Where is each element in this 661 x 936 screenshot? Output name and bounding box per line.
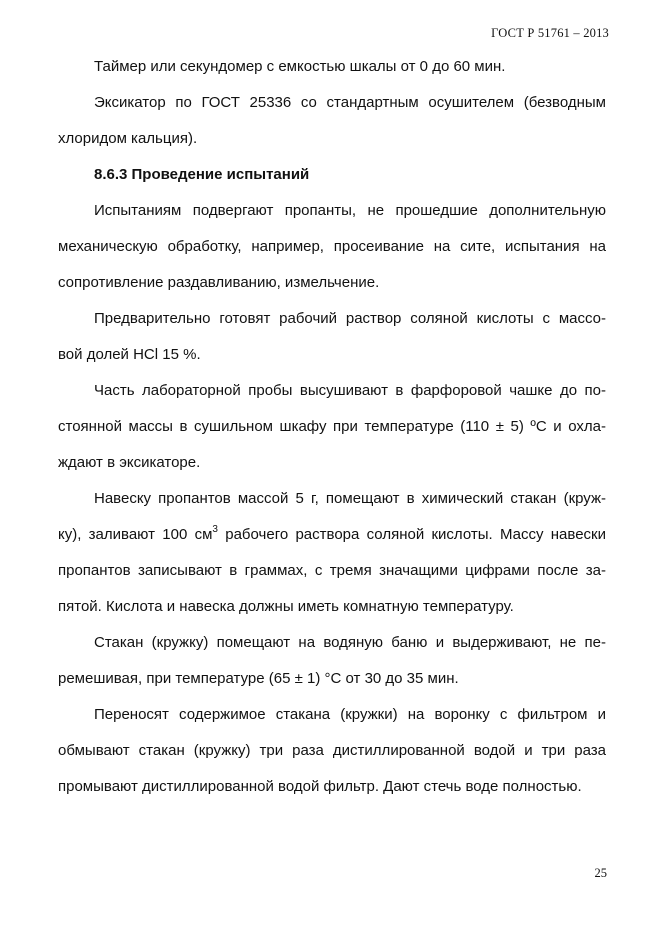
- text-line: промывают дистиллированной водой фильтр. Дают стечь воде полностью.: [58, 778, 582, 795]
- text-line: ремешивая, при температуре (65 ± 1) °С от 30 до 35 мин.: [58, 670, 459, 687]
- text-line: ждают в эксикаторе.: [58, 454, 201, 471]
- text-line: Предварительно готовят рабочий раствор соляной кислоты с массо-: [94, 310, 606, 327]
- text-line: Испытаниям подвергают пропанты, не прошедшие дополнительную: [94, 202, 606, 219]
- text-line: обмывают стакан (кружку) три раза дистиллированной водой и три раза: [58, 742, 606, 759]
- text-line: Стакан (кружку) помещают на водяную баню и выдерживают, не пе-: [94, 634, 606, 651]
- document-header: ГОСТ Р 51761 – 2013: [491, 26, 609, 40]
- page-number: 25: [594, 866, 607, 880]
- text-line: Эксикатор по ГОСТ 25336 со стандартным осушителем (безводным: [94, 94, 606, 111]
- text-line: Часть лабораторной пробы высушивают в фарфоровой чашке до по-: [94, 382, 606, 399]
- text-line: Переносят содержимое стакана (кружки) на воронку с фильтром и: [94, 706, 606, 723]
- paragraph-bath: [58, 625, 606, 697]
- text-line: механическую обработку, например, просеивание на сите, испытания на: [58, 238, 606, 255]
- text-line: пропантов записывают в граммах, с тремя значащими цифрами после за-: [58, 562, 606, 579]
- text-line: сопротивление раздавливанию, измельчение.: [58, 274, 380, 291]
- paragraph-sample: [58, 481, 606, 625]
- text-line: [58, 517, 606, 553]
- paragraph-drying: [58, 373, 606, 481]
- text-line: стоянной массы в сушильном шкафу при температуре (110 ± 5) ºС и охла-: [58, 418, 606, 435]
- paragraph-timer: [58, 49, 606, 85]
- paragraph-filter: [58, 697, 606, 805]
- superscript: 3: [212, 524, 218, 535]
- section-heading: 8.6.3 Проведение испытаний: [94, 166, 310, 183]
- text-fragment: рабочего раствора соляной кислоты. Массу навески: [217, 526, 606, 543]
- text-line: хлоридом кальция).: [58, 130, 198, 147]
- text-fragment: ку), заливают 100 см: [58, 526, 213, 543]
- text-line: пятой. Кислота и навеска должны иметь комнатную температуру.: [58, 598, 514, 615]
- text-line: вой долей HCl 15 %.: [58, 346, 201, 363]
- text-line: Таймер или секундомер с емкостью шкалы от 0 до 60 мин.: [94, 58, 506, 75]
- paragraph-prepare: [58, 301, 606, 373]
- document-body: [58, 49, 606, 805]
- paragraph-tests: [58, 193, 606, 301]
- text-line: Навеску пропантов массой 5 г, помещают в химический стакан (круж-: [94, 490, 606, 507]
- paragraph-desiccator: [58, 85, 606, 157]
